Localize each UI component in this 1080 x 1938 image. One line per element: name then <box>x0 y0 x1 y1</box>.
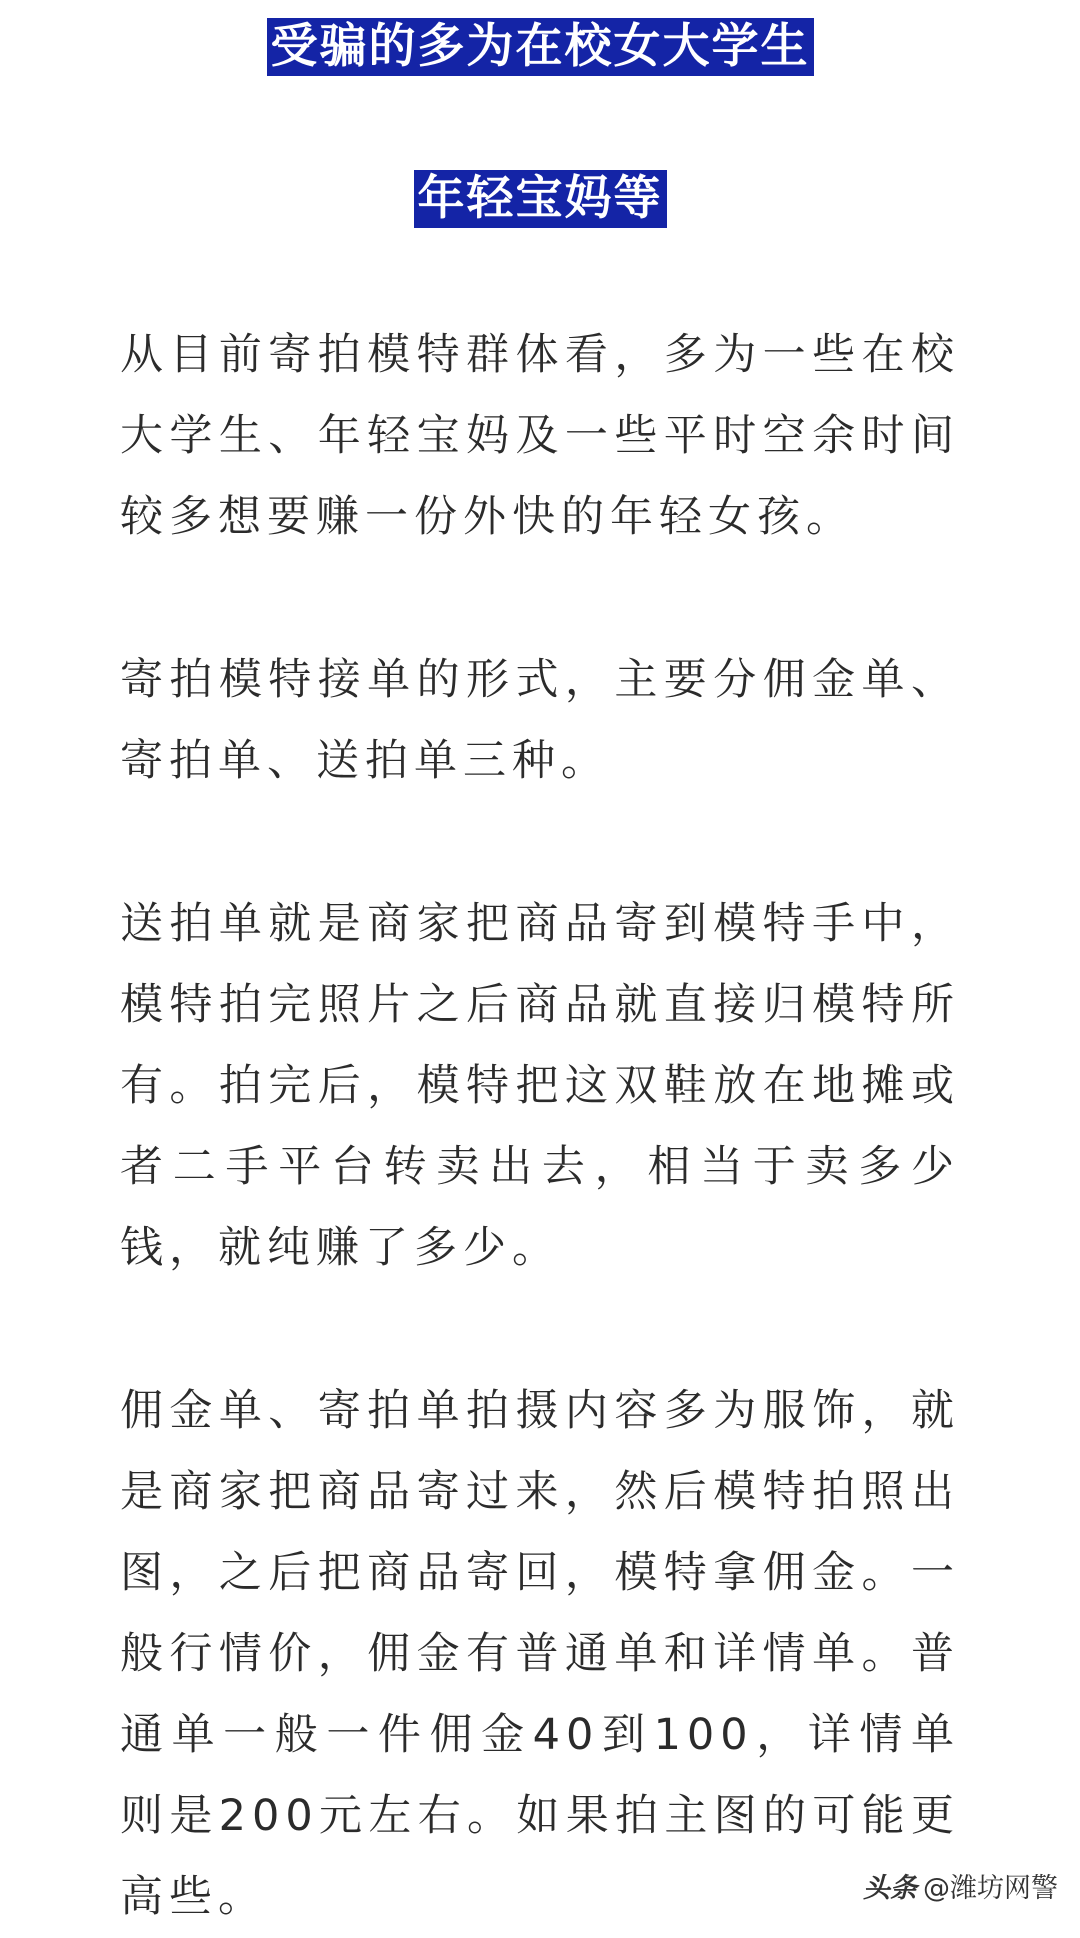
watermark-handle: @潍坊网警 <box>923 1873 1058 1904</box>
article-body <box>120 315 960 1938</box>
paragraph-commission-orders: 佣金单、寄拍单拍摄内容多为服饰，就是商家把商品寄过来，然后模特拍照出图，之后把商品寄回，模特拿佣金。一般行情价，佣金有普通单和详情单。普通单一般一件佣金40到100，详情单则是200元左右。如果拍主图的可能更高些。 <box>120 1386 960 1922</box>
source-watermark <box>863 1866 1058 1905</box>
paragraph-model-groups: 从目前寄拍模特群体看，多为一些在校大学生、年轻宝妈及一些平时空余时间较多想要赚一份外快的年轻女孩。 <box>120 330 960 542</box>
section-heading-line-2: 年轻宝妈等 <box>414 170 667 228</box>
section-heading-wrapper <box>0 18 1080 76</box>
watermark-brand: 头条 <box>863 1873 917 1904</box>
paragraph-order-types: 寄拍模特接单的形式，主要分佣金单、寄拍单、送拍单三种。 <box>120 655 960 786</box>
section-heading-wrapper <box>0 170 1080 228</box>
paragraph-gift-orders: 送拍单就是商家把商品寄到模特手中，模特拍完照片之后商品就直接归模特所有。拍完后，模特把这双鞋放在地摊或者二手平台转卖出去，相当于卖多少钱，就纯赚了多少。 <box>120 899 960 1273</box>
section-heading-line-1: 受骗的多为在校女大学生 <box>267 18 814 76</box>
